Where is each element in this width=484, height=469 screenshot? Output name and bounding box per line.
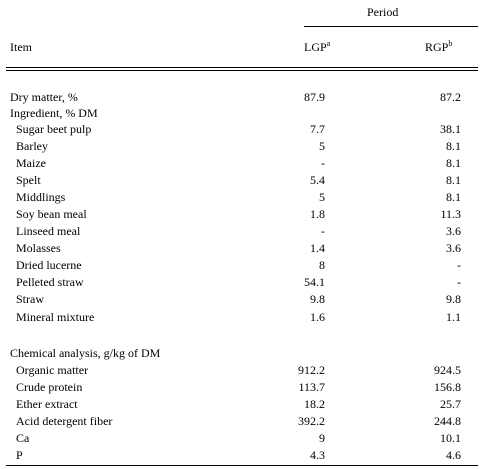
row-label: Spelt — [16, 173, 41, 187]
row-label: Barley — [16, 139, 48, 153]
row-label: Molasses — [16, 241, 61, 255]
rgp-value: 924.5 — [434, 363, 461, 377]
table-bottom-rule — [6, 465, 478, 466]
rgp-value: 3.6 — [446, 224, 461, 238]
rgp-value: 25.7 — [440, 397, 461, 411]
lgp-value: 9 — [319, 431, 325, 445]
rgp-value: - — [457, 258, 461, 272]
rgp-value: 244.8 — [434, 414, 461, 428]
row-label: Ca — [16, 431, 30, 445]
rgp-value: 8.1 — [446, 139, 461, 153]
rgp-value: 87.2 — [440, 90, 461, 104]
lgp-value: 1.4 — [310, 241, 325, 255]
row-label: P — [16, 448, 23, 462]
row-label: Pelleted straw — [16, 275, 84, 289]
rgp-value: 8.1 — [446, 156, 461, 170]
lgp-value: 5 — [319, 190, 325, 204]
rgp-value: 10.1 — [440, 431, 461, 445]
row-label: Mineral mixture — [16, 310, 95, 324]
row-label: Acid detergent fiber — [16, 414, 113, 428]
lgp-value: 392.2 — [298, 414, 325, 428]
lgp-value: 4.3 — [310, 448, 325, 462]
row-label: Organic matter — [16, 363, 89, 377]
period-rule — [304, 26, 478, 27]
period-header: Period — [367, 5, 399, 19]
item-header: Item — [10, 40, 32, 54]
lgp-value: - — [321, 224, 325, 238]
row-label: Sugar beet pulp — [16, 122, 92, 136]
row-label: Linseed meal — [16, 224, 81, 238]
row-label: Dried lucerne — [16, 258, 82, 272]
header-rule-bottom — [6, 70, 478, 71]
rgp-value: 8.1 — [446, 173, 461, 187]
lgp-value: 87.9 — [304, 90, 325, 104]
lgp-value: 912.2 — [298, 363, 325, 377]
row-label: Soy bean meal — [16, 207, 87, 221]
lgp-value: 1.8 — [310, 207, 325, 221]
lgp-value: 18.2 — [304, 397, 325, 411]
lgp-value: 113.7 — [298, 380, 325, 394]
row-label: Chemical analysis, g/kg of DM — [10, 346, 161, 360]
lgp-value: 5.4 — [310, 173, 325, 187]
rgp-value: 3.6 — [446, 241, 461, 255]
lgp-value: 8 — [319, 258, 325, 272]
row-label: Middlings — [16, 190, 66, 204]
header-rule-top — [6, 67, 478, 68]
row-label: Crude protein — [16, 380, 83, 394]
rgp-value: 4.6 — [446, 448, 461, 462]
row-label: Ether extract — [16, 397, 78, 411]
lgp-value: - — [321, 156, 325, 170]
lgp-value: 7.7 — [310, 122, 325, 136]
rgp-value: 156.8 — [434, 380, 461, 394]
row-label: Straw — [16, 292, 44, 306]
rgp-header: RGP$^b$ — [425, 39, 453, 54]
lgp-value: 9.8 — [310, 292, 325, 306]
rgp-value: 1.1 — [446, 310, 461, 324]
rgp-value: 8.1 — [446, 190, 461, 204]
lgp-header: LGP$^a$ — [304, 39, 331, 54]
row-label: Ingredient, % DM — [10, 106, 98, 120]
row-label: Maize — [16, 156, 46, 170]
rgp-value: 11.3 — [440, 207, 461, 221]
row-label: Dry matter, % — [10, 90, 78, 104]
rgp-value: 9.8 — [446, 292, 461, 306]
lgp-value: 5 — [319, 139, 325, 153]
lgp-value: 54.1 — [304, 275, 325, 289]
rgp-value: 38.1 — [440, 122, 461, 136]
lgp-value: 1.6 — [310, 310, 325, 324]
rgp-value: - — [457, 275, 461, 289]
